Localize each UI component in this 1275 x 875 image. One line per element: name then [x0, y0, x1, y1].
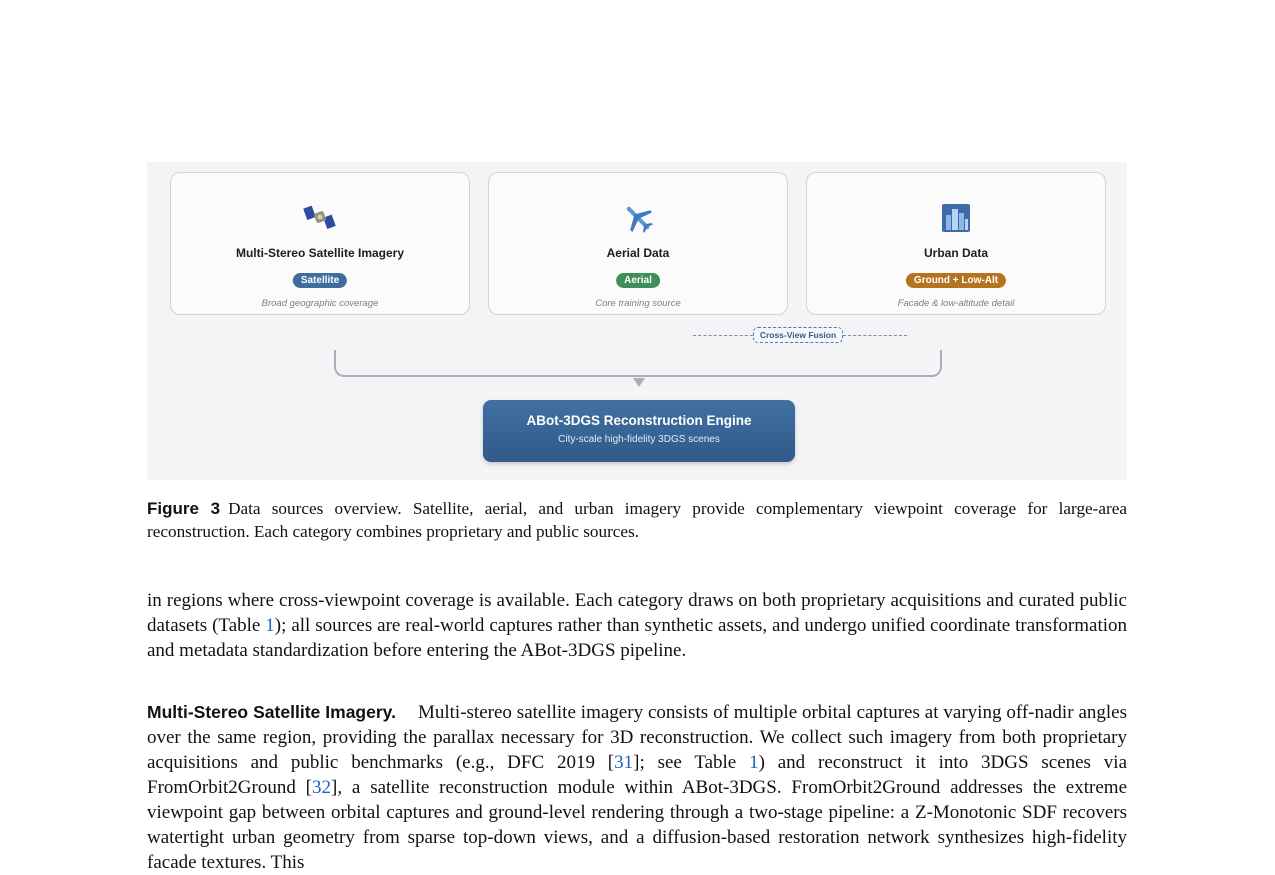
satellite-icon — [171, 201, 469, 235]
caption-text: Data sources overview. Satellite, aerial, and urban imagery provide complementary viewpoint coverage for large-area reconstruction. Each category combines proprietary and public sources. — [147, 499, 1127, 541]
citation-link[interactable]: 31 — [614, 752, 634, 773]
card-title: Aerial Data — [606, 246, 670, 260]
figure-diagram — [147, 162, 1127, 480]
citation-link[interactable]: 32 — [312, 777, 331, 798]
merge-bracket — [334, 350, 942, 377]
paragraph-text: Multi-stereo satellite imagery consists of multiple orbital captures at varying off-nadir angles over the same region, providing the parallax necessary for 3D reconstruction. We collect such imagery from both proprietary acquisitions and public benchmarks (e.g., DFC 2019 [ — [147, 702, 1127, 773]
fusion-dashed-line — [693, 335, 753, 336]
figure-caption — [147, 497, 1127, 543]
category-badge: Satellite — [293, 273, 347, 288]
card-subtitle: Facade & low-altitude detail — [897, 298, 1015, 309]
fusion-dashed-line — [843, 335, 907, 336]
card-aerial — [488, 172, 788, 315]
airplane-icon — [489, 201, 787, 235]
cross-view-fusion-label: Cross-View Fusion — [753, 327, 843, 343]
section-heading: Multi-Stereo Satellite Imagery. — [147, 702, 396, 722]
card-satellite — [170, 172, 470, 315]
card-title: Multi-Stereo Satellite Imagery — [235, 246, 405, 260]
body-paragraph — [147, 700, 1127, 875]
table-reference-link[interactable]: 1 — [749, 752, 759, 773]
engine-title: ABot-3DGS Reconstruction Engine — [526, 413, 752, 428]
cityscape-icon — [807, 201, 1105, 235]
engine-box — [483, 400, 795, 462]
arrow-down-icon — [633, 378, 645, 387]
category-badge: Ground + Low-Alt — [906, 273, 1006, 288]
caption-label: Figure 3 — [147, 499, 221, 518]
card-subtitle: Broad geographic coverage — [261, 298, 379, 309]
paragraph-text: ); all sources are real-world captures rather than synthetic assets, and undergo unified coordinate transformation and metadata standardization before entering the ABot-3DGS pipeline. — [147, 615, 1127, 661]
table-reference-link[interactable]: 1 — [265, 615, 275, 636]
paragraph-text: in regions where cross-viewpoint coverage is available. Each category draws on both proprietary acquisitions and curated public datasets (Table — [147, 590, 1127, 636]
card-title: Urban Data — [923, 246, 988, 260]
engine-subtitle: City-scale high-fidelity 3DGS scenes — [558, 434, 720, 445]
paragraph-text: ]; see Table — [633, 752, 750, 773]
body-paragraph — [147, 588, 1127, 663]
category-badge: Aerial — [616, 273, 660, 288]
paragraph-text: ) and reconstruct it into 3DGS scenes via FromOrbit2Ground [ — [147, 752, 1127, 798]
card-subtitle: Core training source — [595, 298, 681, 309]
card-urban — [806, 172, 1106, 315]
paragraph-text: ], a satellite reconstruction module within ABot-3DGS. FromOrbit2Ground addresses the extreme viewpoint gap between orbital captures and ground-level rendering through a two-stage pipeline: a Z-Monotonic SDF recovers watertight urban geometry from sparse top-down views, and a diffusion-based restoration network synthesizes high-fidelity facade textures. This — [147, 777, 1127, 873]
